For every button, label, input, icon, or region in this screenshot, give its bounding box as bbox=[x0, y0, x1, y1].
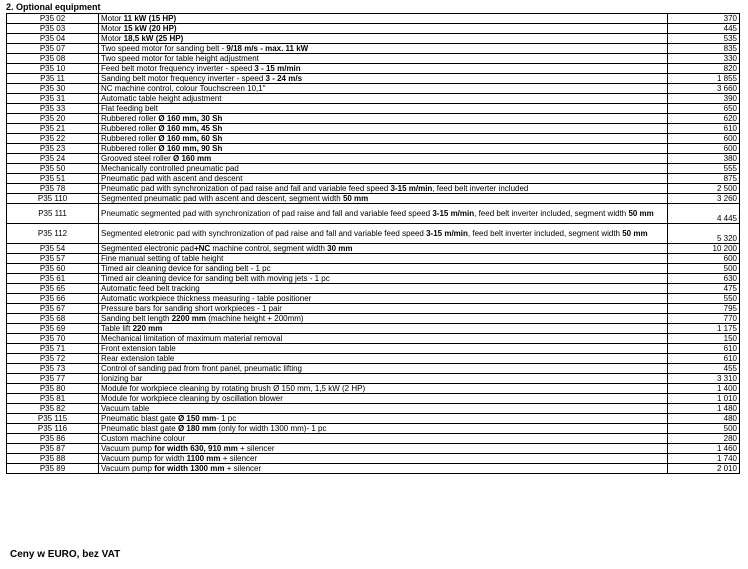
item-code: P35 10 bbox=[7, 64, 99, 74]
description-segment: Automatic table height adjustment bbox=[101, 94, 222, 103]
item-description bbox=[99, 254, 668, 264]
item-price: 555 bbox=[668, 164, 740, 174]
table-row bbox=[7, 64, 740, 74]
item-price: 610 bbox=[668, 344, 740, 354]
description-segment: Segmented eletronic pad with synchronization of pad raise and fall and variable feed speed bbox=[101, 229, 427, 238]
item-description bbox=[99, 164, 668, 174]
item-price: 1 740 bbox=[668, 454, 740, 464]
item-code: P35 82 bbox=[7, 404, 99, 414]
optional-equipment-table bbox=[6, 13, 740, 474]
description-segment: Front extension table bbox=[101, 344, 176, 353]
item-description bbox=[99, 154, 668, 164]
item-price: 475 bbox=[668, 284, 740, 294]
item-price: 380 bbox=[668, 154, 740, 164]
price-note: Ceny w EURO, bez VAT bbox=[10, 549, 121, 560]
item-price: 770 bbox=[668, 314, 740, 324]
item-code: P35 31 bbox=[7, 94, 99, 104]
item-description bbox=[99, 54, 668, 64]
item-code: P35 115 bbox=[7, 414, 99, 424]
description-segment: 11 kW (15 HP) bbox=[123, 14, 177, 23]
item-code: P35 70 bbox=[7, 334, 99, 344]
item-description bbox=[99, 44, 668, 54]
item-price: 610 bbox=[668, 354, 740, 364]
description-segment: , feed belt inverter included, segment width bbox=[467, 229, 623, 238]
item-code: P35 08 bbox=[7, 54, 99, 64]
description-segment: Motor bbox=[101, 14, 124, 23]
item-description bbox=[99, 14, 668, 24]
table-row bbox=[7, 184, 740, 194]
description-segment: Ø 150 mm bbox=[177, 414, 217, 423]
table-row bbox=[7, 424, 740, 434]
table-row bbox=[7, 254, 740, 264]
item-code: P35 24 bbox=[7, 154, 99, 164]
item-code: P35 02 bbox=[7, 14, 99, 24]
description-segment: +NC bbox=[193, 244, 211, 253]
description-segment: Mechanically controlled pneumatic pad bbox=[101, 164, 239, 173]
item-code: P35 78 bbox=[7, 184, 99, 194]
item-price: 875 bbox=[668, 174, 740, 184]
item-price: 820 bbox=[668, 64, 740, 74]
item-price: 1 480 bbox=[668, 404, 740, 414]
item-code: P35 77 bbox=[7, 374, 99, 384]
item-description bbox=[99, 114, 668, 124]
table-row bbox=[7, 174, 740, 184]
table-row bbox=[7, 374, 740, 384]
description-segment: Pneumatic blast gate bbox=[101, 424, 178, 433]
description-segment: 3-15 m/min bbox=[432, 209, 475, 218]
description-segment: (only for width 1300 mm)- 1 pc bbox=[216, 424, 327, 433]
item-price: 3 660 bbox=[668, 84, 740, 94]
item-code: P35 111 bbox=[7, 204, 99, 224]
description-segment: Pneumatic segmented pad with synchronization of pad raise and fall and variable feed speed bbox=[101, 209, 433, 218]
description-segment: 15 kW (20 HP) bbox=[123, 24, 177, 33]
item-code: P35 110 bbox=[7, 194, 99, 204]
description-segment: Automatic feed belt tracking bbox=[101, 284, 200, 293]
table-row bbox=[7, 244, 740, 254]
item-description bbox=[99, 104, 668, 114]
description-segment: 3 - 24 m/s bbox=[265, 74, 303, 83]
item-description bbox=[99, 454, 668, 464]
description-segment: Custom machine colour bbox=[101, 434, 186, 443]
table-row bbox=[7, 14, 740, 24]
item-code: P35 04 bbox=[7, 34, 99, 44]
table-body bbox=[7, 14, 740, 474]
item-price: 795 bbox=[668, 304, 740, 314]
item-description bbox=[99, 444, 668, 454]
item-code: P35 73 bbox=[7, 364, 99, 374]
description-segment: 2200 mm bbox=[171, 314, 206, 323]
item-code: P35 11 bbox=[7, 74, 99, 84]
item-price: 550 bbox=[668, 294, 740, 304]
item-description bbox=[99, 244, 668, 254]
table-row bbox=[7, 224, 740, 244]
item-price: 455 bbox=[668, 364, 740, 374]
item-code: P35 71 bbox=[7, 344, 99, 354]
table-row bbox=[7, 324, 740, 334]
table-row bbox=[7, 364, 740, 374]
item-code: P35 66 bbox=[7, 294, 99, 304]
table-row bbox=[7, 294, 740, 304]
item-description bbox=[99, 404, 668, 414]
item-code: P35 33 bbox=[7, 104, 99, 114]
description-segment: Pneumatic pad with synchronization of pad raise and fall and variable feed speed bbox=[101, 184, 391, 193]
description-segment: Segmented electronic pad bbox=[101, 244, 194, 253]
description-segment: Mechanical limitation of maximum material removal bbox=[101, 334, 283, 343]
description-segment: Ø 160 mm, 45 Sh bbox=[158, 124, 223, 133]
item-description bbox=[99, 74, 668, 84]
description-segment: Rubbered roller bbox=[101, 134, 159, 143]
item-code: P35 112 bbox=[7, 224, 99, 244]
table-row bbox=[7, 24, 740, 34]
item-description bbox=[99, 134, 668, 144]
description-segment: 50 mm bbox=[628, 209, 654, 218]
description-segment: Timed air cleaning device for sanding belt - 1 pc bbox=[101, 264, 271, 273]
description-segment: 1100 mm bbox=[186, 454, 221, 463]
description-segment: Rubbered roller bbox=[101, 124, 159, 133]
item-description bbox=[99, 324, 668, 334]
table-row bbox=[7, 314, 740, 324]
item-code: P35 65 bbox=[7, 284, 99, 294]
description-segment: Grooved steel roller bbox=[101, 154, 174, 163]
description-segment: 3 - 15 m/min bbox=[254, 64, 301, 73]
description-segment: Rubbered roller bbox=[101, 114, 159, 123]
item-price: 1 460 bbox=[668, 444, 740, 454]
item-code: P35 21 bbox=[7, 124, 99, 134]
description-segment: 220 mm bbox=[132, 324, 163, 333]
item-description bbox=[99, 434, 668, 444]
item-description bbox=[99, 64, 668, 74]
table-row bbox=[7, 274, 740, 284]
table-row bbox=[7, 434, 740, 444]
description-segment: Automatic workpiece thickness measuring - table positioner bbox=[101, 294, 312, 303]
item-price: 500 bbox=[668, 264, 740, 274]
item-description bbox=[99, 464, 668, 474]
item-description bbox=[99, 94, 668, 104]
item-description bbox=[99, 194, 668, 204]
description-segment: , feed belt inverter included bbox=[432, 184, 529, 193]
item-price: 330 bbox=[668, 54, 740, 64]
item-code: P35 23 bbox=[7, 144, 99, 154]
item-code: P35 03 bbox=[7, 24, 99, 34]
description-segment: machine control, segment width bbox=[210, 244, 328, 253]
table-row bbox=[7, 44, 740, 54]
item-description bbox=[99, 184, 668, 194]
description-segment: Motor bbox=[101, 34, 124, 43]
item-description bbox=[99, 314, 668, 324]
item-code: P35 67 bbox=[7, 304, 99, 314]
item-code: P35 51 bbox=[7, 174, 99, 184]
item-price: 630 bbox=[668, 274, 740, 284]
item-description bbox=[99, 424, 668, 434]
item-description bbox=[99, 34, 668, 44]
item-description bbox=[99, 284, 668, 294]
description-segment: for width 1300 mm bbox=[154, 464, 225, 473]
table-row bbox=[7, 194, 740, 204]
description-segment: 3-15 m/min bbox=[426, 229, 468, 238]
description-segment: Rubbered roller bbox=[101, 144, 159, 153]
description-segment: 18,5 kW (25 HP) bbox=[123, 34, 184, 43]
item-description bbox=[99, 334, 668, 344]
item-code: P35 72 bbox=[7, 354, 99, 364]
item-description bbox=[99, 374, 668, 384]
table-row bbox=[7, 354, 740, 364]
item-price: 4 445 bbox=[668, 204, 740, 224]
item-price: 150 bbox=[668, 334, 740, 344]
item-price: 620 bbox=[668, 114, 740, 124]
description-segment: Fine manual setting of table height bbox=[101, 254, 224, 263]
item-description bbox=[99, 304, 668, 314]
item-price: 5 320 bbox=[668, 224, 740, 244]
table-row bbox=[7, 124, 740, 134]
item-code: P35 81 bbox=[7, 394, 99, 404]
item-price: 650 bbox=[668, 104, 740, 114]
description-segment: Table lift bbox=[101, 324, 133, 333]
item-price: 10 200 bbox=[668, 244, 740, 254]
description-segment: Module for workpiece cleaning by rotating brush Ø 150 mm, 1,5 kW (2 HP) bbox=[101, 384, 366, 393]
description-segment: Ø 160 mm bbox=[173, 154, 212, 163]
table-row bbox=[7, 74, 740, 84]
item-price: 600 bbox=[668, 134, 740, 144]
table-row bbox=[7, 444, 740, 454]
item-description bbox=[99, 364, 668, 374]
item-price: 600 bbox=[668, 254, 740, 264]
item-description bbox=[99, 294, 668, 304]
table-row bbox=[7, 394, 740, 404]
item-code: P35 116 bbox=[7, 424, 99, 434]
table-row bbox=[7, 164, 740, 174]
description-segment: Sanding belt motor frequency inverter - speed bbox=[101, 74, 266, 83]
item-description bbox=[99, 124, 668, 134]
item-description bbox=[99, 24, 668, 34]
item-price: 390 bbox=[668, 94, 740, 104]
description-segment: Ionizing bar bbox=[101, 374, 143, 383]
description-segment: Ø 160 mm, 30 Sh bbox=[158, 114, 223, 123]
item-price: 1 175 bbox=[668, 324, 740, 334]
description-segment: Vacuum table bbox=[101, 404, 150, 413]
table-row bbox=[7, 54, 740, 64]
item-price: 280 bbox=[668, 434, 740, 444]
item-code: P35 89 bbox=[7, 464, 99, 474]
section-heading: 2. Optional equipment bbox=[6, 2, 101, 12]
item-code: P35 50 bbox=[7, 164, 99, 174]
description-segment: Vacuum pump for width bbox=[101, 454, 187, 463]
item-price: 500 bbox=[668, 424, 740, 434]
table-row bbox=[7, 284, 740, 294]
item-code: P35 86 bbox=[7, 434, 99, 444]
description-segment: 30 mm bbox=[327, 244, 353, 253]
item-description bbox=[99, 344, 668, 354]
table-row bbox=[7, 34, 740, 44]
item-price: 370 bbox=[668, 14, 740, 24]
item-description bbox=[99, 144, 668, 154]
table-row bbox=[7, 144, 740, 154]
item-description bbox=[99, 204, 668, 224]
item-price: 2 010 bbox=[668, 464, 740, 474]
description-segment: + silencer bbox=[237, 444, 275, 453]
description-segment: - 1 pc bbox=[216, 414, 237, 423]
item-code: P35 88 bbox=[7, 454, 99, 464]
description-segment: Segmented pneumatic pad with ascent and descent, segment width bbox=[101, 194, 343, 203]
description-segment: 50 mm bbox=[622, 229, 648, 238]
item-description bbox=[99, 384, 668, 394]
description-segment: 3-15 m/min bbox=[390, 184, 433, 193]
item-price: 610 bbox=[668, 124, 740, 134]
item-code: P35 07 bbox=[7, 44, 99, 54]
item-price: 1 855 bbox=[668, 74, 740, 84]
description-segment: Pressure bars for sanding short workpieces - 1 pair bbox=[101, 304, 282, 313]
description-segment: 9/18 m/s - max. 11 kW bbox=[226, 44, 309, 53]
table-row bbox=[7, 454, 740, 464]
description-segment: , feed belt inverter included, segment width bbox=[474, 209, 629, 218]
description-segment: + silencer bbox=[220, 454, 258, 463]
table-row bbox=[7, 154, 740, 164]
item-description bbox=[99, 414, 668, 424]
description-segment: Two speed motor for sanding belt - bbox=[101, 44, 227, 53]
item-code: P35 87 bbox=[7, 444, 99, 454]
description-segment: NC machine control, colour Touchscreen 10,1" bbox=[101, 84, 266, 93]
table-row bbox=[7, 84, 740, 94]
table-row bbox=[7, 134, 740, 144]
table-row bbox=[7, 384, 740, 394]
item-price: 3 260 bbox=[668, 194, 740, 204]
item-code: P35 61 bbox=[7, 274, 99, 284]
description-segment: for width 630, 910 mm bbox=[154, 444, 238, 453]
description-segment: Module for workpiece cleaning by oscillation blower bbox=[101, 394, 283, 403]
description-segment: + silencer bbox=[224, 464, 262, 473]
item-code: P35 54 bbox=[7, 244, 99, 254]
item-price: 1 010 bbox=[668, 394, 740, 404]
item-code: P35 57 bbox=[7, 254, 99, 264]
table-row bbox=[7, 114, 740, 124]
description-segment: Rear extension table bbox=[101, 354, 175, 363]
item-code: P35 20 bbox=[7, 114, 99, 124]
item-description bbox=[99, 224, 668, 244]
item-code: P35 69 bbox=[7, 324, 99, 334]
table-row bbox=[7, 304, 740, 314]
item-code: P35 68 bbox=[7, 314, 99, 324]
description-segment: Vacuum pump bbox=[101, 444, 155, 453]
description-segment: Timed air cleaning device for sanding belt with moving jets - 1 pc bbox=[101, 274, 330, 283]
item-code: P35 30 bbox=[7, 84, 99, 94]
item-price: 2 500 bbox=[668, 184, 740, 194]
description-segment: Two speed motor for table height adjustment bbox=[101, 54, 259, 63]
table-row bbox=[7, 344, 740, 354]
item-description bbox=[99, 264, 668, 274]
description-segment: (machine height + 200mm) bbox=[205, 314, 304, 323]
description-segment: Sanding belt length bbox=[101, 314, 172, 323]
item-description bbox=[99, 394, 668, 404]
table-row bbox=[7, 94, 740, 104]
table-row bbox=[7, 334, 740, 344]
item-code: P35 22 bbox=[7, 134, 99, 144]
description-segment: Flat feeding belt bbox=[101, 104, 158, 113]
table-row bbox=[7, 404, 740, 414]
item-price: 3 310 bbox=[668, 374, 740, 384]
description-segment: Pneumatic blast gate bbox=[101, 414, 178, 423]
item-price: 445 bbox=[668, 24, 740, 34]
table-row bbox=[7, 204, 740, 224]
description-segment: Motor bbox=[101, 24, 124, 33]
item-price: 535 bbox=[668, 34, 740, 44]
description-segment: Vacuum pump bbox=[101, 464, 155, 473]
table-row bbox=[7, 414, 740, 424]
description-segment: 50 mm bbox=[342, 194, 369, 203]
table-row bbox=[7, 264, 740, 274]
description-segment: Ø 160 mm, 90 Sh bbox=[158, 144, 223, 153]
item-code: P35 60 bbox=[7, 264, 99, 274]
item-description bbox=[99, 274, 668, 284]
description-segment: Ø 180 mm bbox=[177, 424, 217, 433]
item-description bbox=[99, 84, 668, 94]
item-description bbox=[99, 354, 668, 364]
description-segment: Ø 160 mm, 60 Sh bbox=[158, 134, 223, 143]
item-price: 835 bbox=[668, 44, 740, 54]
description-segment: Feed belt motor frequency inverter - speed bbox=[101, 64, 255, 73]
item-price: 600 bbox=[668, 144, 740, 154]
item-price: 480 bbox=[668, 414, 740, 424]
description-segment: Control of sanding pad from front panel, pneumatic lifting bbox=[101, 364, 303, 373]
item-price: 1 400 bbox=[668, 384, 740, 394]
table-row bbox=[7, 104, 740, 114]
item-description bbox=[99, 174, 668, 184]
item-code: P35 80 bbox=[7, 384, 99, 394]
table-row bbox=[7, 464, 740, 474]
description-segment: Pneumatic pad with ascent and descent bbox=[101, 174, 243, 183]
